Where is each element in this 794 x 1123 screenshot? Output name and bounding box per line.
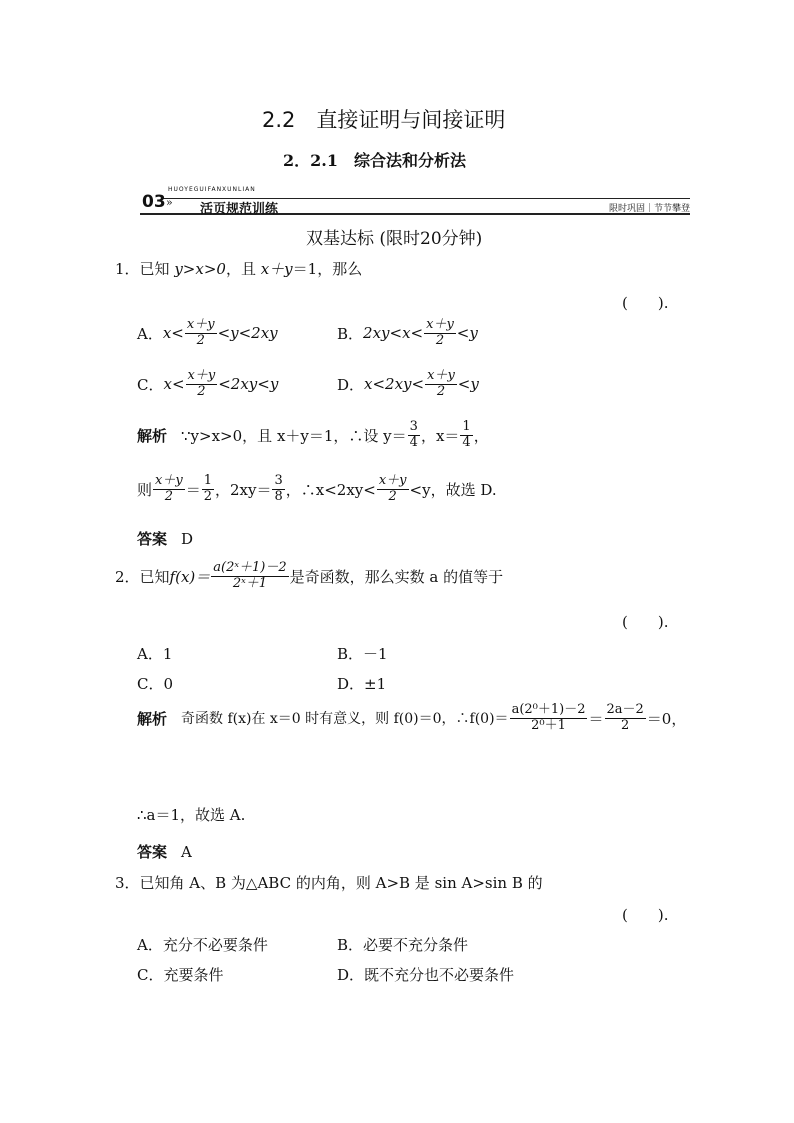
solution-text: ，x＝ xyxy=(420,426,460,445)
q1-answer xyxy=(137,528,193,549)
q1-solution-line1 xyxy=(137,420,489,451)
answer-label: 答案 xyxy=(137,530,168,548)
frac-num: x＋y xyxy=(427,368,455,383)
q1-stem-text2: ，且 xyxy=(225,260,261,278)
q3-stem: 3．已知角 A、B 为△ABC 的内角，则 A>B 是 sin A>sin B 的 xyxy=(115,874,543,892)
fraction xyxy=(153,474,185,505)
q2-stem-text: 2．已知 xyxy=(115,567,170,586)
option-expr: 2xy<x< xyxy=(363,324,424,343)
solution-text: ∵y>x>0，且 x＋y＝1，∴设 y＝ xyxy=(181,426,407,445)
solution-text: 奇函数 f(x)在 x＝0 时有意义，则 f(0)＝0，∴f(0)＝ xyxy=(181,711,509,728)
fraction xyxy=(408,420,420,451)
solution-text: ，∴x<2xy< xyxy=(285,480,376,499)
frac-den: 2 xyxy=(435,332,445,348)
frac-den: 4 xyxy=(409,434,418,450)
fraction xyxy=(186,369,218,400)
q1-stem-cond: y>x>0 xyxy=(174,260,226,278)
frac-num: a(2ˣ＋1)－2 xyxy=(213,560,287,575)
q2-solution-line1 xyxy=(137,703,686,734)
q2-answer xyxy=(137,841,192,862)
q1-option-a xyxy=(137,318,278,349)
banner-arrow-icon: » xyxy=(166,196,173,209)
section-title: 双基达标 (限时20分钟) xyxy=(306,229,483,249)
fraction xyxy=(425,369,457,400)
fraction xyxy=(377,474,409,505)
option-expr: <y xyxy=(456,324,478,343)
solution-text: ＝ xyxy=(588,709,604,728)
frac-den: 2 xyxy=(197,383,206,399)
option-label: A． xyxy=(137,324,163,343)
q3-option-c: C．充要条件 xyxy=(137,966,224,984)
fraction xyxy=(272,474,284,505)
q1-stem-sum: x＋y xyxy=(260,260,293,278)
frac-num: a(2⁰＋1)－2 xyxy=(511,702,586,717)
option-expr: x<2xy< xyxy=(364,375,425,394)
fraction xyxy=(211,561,288,592)
answer-value: D xyxy=(181,530,194,548)
banner-number: 03 xyxy=(142,192,166,212)
page-subtitle: 2．2.1 综合法和分析法 xyxy=(283,151,466,170)
frac-num: 2a－2 xyxy=(606,702,644,717)
frac-num: x＋y xyxy=(378,473,407,488)
frac-num: 3 xyxy=(274,473,283,488)
frac-num: 1 xyxy=(462,419,471,434)
solution-label: 解析 xyxy=(137,426,168,445)
frac-den: 2 xyxy=(203,488,212,504)
banner-section-title: 活页规范训练 xyxy=(200,202,279,217)
option-expr: <y xyxy=(457,375,479,394)
q3-option-a: A．充分不必要条件 xyxy=(137,936,268,954)
frac-num: 1 xyxy=(203,473,212,488)
banner-right-text: 限时巩固｜节节攀登 xyxy=(608,204,690,214)
q2-stem-text2: 是奇函数，那么实数 a 的值等于 xyxy=(289,567,504,586)
frac-den: 2 xyxy=(388,488,397,504)
fraction xyxy=(424,318,456,349)
q2-answer-bracket: ( ). xyxy=(622,613,669,631)
answer-label: 答案 xyxy=(137,843,168,861)
frac-den: 2⁰＋1 xyxy=(531,717,566,733)
frac-den: 8 xyxy=(274,488,283,504)
q2-option-a: A．1 xyxy=(137,645,173,663)
q2-solution-line2: ∴a＝1，故选 A. xyxy=(137,806,246,824)
solution-text: ＝ xyxy=(185,480,201,499)
fraction xyxy=(510,703,588,734)
q1-stem xyxy=(115,258,362,279)
section-banner xyxy=(140,186,690,217)
q3-answer-bracket: ( ). xyxy=(622,906,669,924)
solution-text: ＝0， xyxy=(646,709,687,728)
fraction xyxy=(202,474,214,505)
q2-option-d: D．±1 xyxy=(337,675,387,693)
solution-text: 则 xyxy=(137,480,153,499)
frac-num: 3 xyxy=(409,419,418,434)
solution-text: ，2xy＝ xyxy=(215,480,272,499)
frac-num: x＋y xyxy=(187,368,216,383)
fraction xyxy=(460,420,472,451)
q1-solution-line2 xyxy=(137,474,497,505)
frac-num: x＋y xyxy=(186,317,215,332)
q1-answer-bracket: ( ). xyxy=(622,294,669,312)
q3-option-d: D．既不充分也不必要条件 xyxy=(337,966,515,984)
option-label: C． xyxy=(137,375,164,394)
solution-label: 解析 xyxy=(137,709,168,728)
fraction xyxy=(185,318,217,349)
option-expr: <y<2xy xyxy=(217,324,278,343)
q1-option-d xyxy=(337,369,479,400)
answer-value: A xyxy=(181,843,192,861)
solution-text: <y，故选 D. xyxy=(409,480,497,499)
q1-option-c xyxy=(137,369,278,400)
frac-den: 2 xyxy=(164,488,173,504)
q1-stem-text: 1．已知 xyxy=(115,260,175,278)
solution-text: ， xyxy=(473,426,489,445)
frac-num: x＋y xyxy=(426,317,454,332)
frac-num: x＋y xyxy=(155,473,183,488)
q1-option-b xyxy=(337,318,478,349)
banner-pinyin: HUOYEGUIFANXUNLIAN xyxy=(168,186,256,193)
option-expr: x< xyxy=(163,375,185,394)
frac-den: 2ˣ＋1 xyxy=(232,575,268,591)
option-label: D． xyxy=(337,375,365,394)
frac-den: 2 xyxy=(621,717,630,733)
q2-stem-func: f(x)＝ xyxy=(169,567,211,586)
q2-option-b: B．－1 xyxy=(337,645,388,663)
page-title: 2.2 直接证明与间接证明 xyxy=(262,108,506,132)
frac-den: 4 xyxy=(462,434,471,450)
q2-option-c: C．0 xyxy=(137,675,174,693)
frac-den: 2 xyxy=(436,383,446,399)
q1-stem-text3: ＝1，那么 xyxy=(292,260,363,278)
q3-option-b: B．必要不充分条件 xyxy=(337,936,469,954)
frac-den: 2 xyxy=(196,332,205,348)
fraction xyxy=(605,703,646,734)
q2-stem xyxy=(115,561,503,592)
option-expr: x< xyxy=(162,324,184,343)
option-expr: <2xy<y xyxy=(218,375,279,394)
option-label: B． xyxy=(337,324,364,343)
